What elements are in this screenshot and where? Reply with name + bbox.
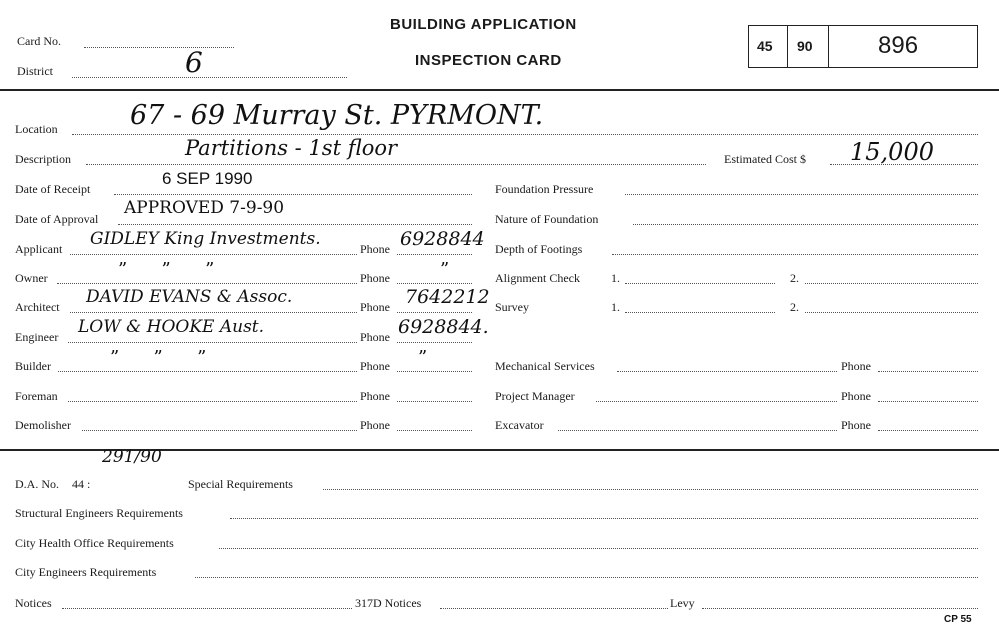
demolisher-line xyxy=(82,430,357,431)
notices-317d-label: 317D Notices xyxy=(355,596,422,610)
location-value: 67 - 69 Murray St. PYRMONT. xyxy=(130,100,544,131)
description-line xyxy=(86,164,706,165)
depth-of-footings-line xyxy=(612,254,978,255)
da-no-value: 44 : xyxy=(72,477,91,491)
estimated-cost-value: 15,000 xyxy=(850,138,934,166)
notices-label: Notices xyxy=(15,596,52,610)
architect-line xyxy=(70,312,357,313)
estimated-cost-label: Estimated Cost $ xyxy=(724,152,806,166)
notices-line xyxy=(62,608,352,609)
location-label: Location xyxy=(15,122,58,136)
structural-engineers-line xyxy=(230,518,978,519)
mechanical-services-phone-label: Phone xyxy=(841,359,871,373)
owner-value: ” ” ” xyxy=(118,259,215,280)
district-line xyxy=(72,77,347,78)
description-label: Description xyxy=(15,152,71,166)
alignment-check-2-line xyxy=(805,283,978,284)
ref-box-1 xyxy=(748,25,788,68)
alignment-check-1-line xyxy=(625,283,775,284)
alignment-check-2-label: 2. xyxy=(790,271,799,285)
owner-phone-label: Phone xyxy=(360,271,390,285)
architect-phone-value: 7642212 xyxy=(405,286,490,308)
nature-of-foundation-line xyxy=(633,224,978,225)
date-of-approval-line xyxy=(118,224,472,225)
location-line xyxy=(72,134,978,135)
engineer-line xyxy=(68,342,357,343)
project-manager-line xyxy=(596,401,837,402)
da-no-label: D.A. No. xyxy=(15,477,59,491)
description-value: Partitions - 1st floor xyxy=(185,136,398,160)
alignment-check-1-label: 1. xyxy=(611,271,620,285)
demolisher-phone-label: Phone xyxy=(360,418,390,432)
form-title: BUILDING APPLICATION xyxy=(390,16,577,33)
survey-2-label: 2. xyxy=(790,300,799,314)
alignment-check-label: Alignment Check xyxy=(495,271,580,285)
architect-phone-label: Phone xyxy=(360,300,390,314)
owner-label: Owner xyxy=(15,271,48,285)
mechanical-services-phone-line xyxy=(878,371,978,372)
excavator-line xyxy=(558,430,837,431)
mechanical-services-label: Mechanical Services xyxy=(495,359,595,373)
project-manager-phone-label: Phone xyxy=(841,389,871,403)
card-no-line xyxy=(84,47,234,48)
project-manager-phone-line xyxy=(878,401,978,402)
engineer-phone-value: 6928844. xyxy=(398,316,489,338)
date-of-approval-label: Date of Approval xyxy=(15,212,99,226)
applicant-phone-label: Phone xyxy=(360,242,390,256)
da-handwritten-value: 291/90 xyxy=(102,447,162,467)
foreman-phone-line xyxy=(397,401,472,402)
ref-box-3 xyxy=(828,25,978,68)
city-health-label: City Health Office Requirements xyxy=(15,536,174,550)
project-manager-label: Project Manager xyxy=(495,389,575,403)
builder-label: Builder xyxy=(15,359,51,373)
applicant-phone-line xyxy=(397,254,472,255)
excavator-phone-label: Phone xyxy=(841,418,871,432)
owner-phone-value: ” xyxy=(440,259,450,280)
date-of-receipt-label: Date of Receipt xyxy=(15,182,91,196)
applicant-value: GIDLEY King Investments. xyxy=(90,229,321,249)
depth-of-footings-label: Depth of Footings xyxy=(495,242,583,256)
city-engineers-label: City Engineers Requirements xyxy=(15,565,157,579)
notices-317d-line xyxy=(440,608,668,609)
foundation-pressure-label: Foundation Pressure xyxy=(495,182,594,196)
architect-value: DAVID EVANS & Assoc. xyxy=(86,287,293,307)
ref-box-2 xyxy=(787,25,829,68)
applicant-label: Applicant xyxy=(15,242,63,256)
engineer-label: Engineer xyxy=(15,330,59,344)
engineer-phone-line xyxy=(397,342,472,343)
structural-engineers-label: Structural Engineers Requirements xyxy=(15,506,183,520)
survey-1-label: 1. xyxy=(611,300,620,314)
excavator-label: Excavator xyxy=(495,418,544,432)
nature-of-foundation-label: Nature of Foundation xyxy=(495,212,599,226)
district-label: District xyxy=(17,64,53,78)
builder-phone-value: ” xyxy=(418,347,428,368)
applicant-phone-value: 6928844 xyxy=(400,228,485,250)
header-divider xyxy=(0,89,999,91)
ref-box-3-value: 896 xyxy=(878,32,919,59)
survey-2-line xyxy=(805,312,978,313)
form-code: CP 55 xyxy=(944,614,972,625)
special-requirements-line xyxy=(323,489,978,490)
owner-phone-line xyxy=(397,283,472,284)
form-subtitle: INSPECTION CARD xyxy=(415,52,562,69)
engineer-value: LOW & HOOKE Aust. xyxy=(78,317,265,337)
ref-box-1-value: 45 xyxy=(757,38,773,54)
applicant-line xyxy=(70,254,357,255)
builder-phone-line xyxy=(397,371,472,372)
owner-line xyxy=(57,283,357,284)
excavator-phone-line xyxy=(878,430,978,431)
card-no-label: Card No. xyxy=(17,34,61,48)
survey-label: Survey xyxy=(495,300,529,314)
levy-label: Levy xyxy=(670,596,695,610)
levy-line xyxy=(702,608,978,609)
special-requirements-label: Special Requirements xyxy=(188,477,293,491)
builder-value: ” ” ” xyxy=(110,347,207,368)
date-of-receipt-value: 6 SEP 1990 xyxy=(162,169,253,188)
foreman-label: Foreman xyxy=(15,389,58,403)
mechanical-services-line xyxy=(617,371,837,372)
builder-line xyxy=(58,371,357,372)
date-of-receipt-line xyxy=(114,194,472,195)
demolisher-label: Demolisher xyxy=(15,418,71,432)
foreman-phone-label: Phone xyxy=(360,389,390,403)
engineer-phone-label: Phone xyxy=(360,330,390,344)
ref-box-2-value: 90 xyxy=(797,38,813,54)
builder-phone-label: Phone xyxy=(360,359,390,373)
city-engineers-line xyxy=(195,577,978,578)
district-value: 6 xyxy=(185,46,203,79)
demolisher-phone-line xyxy=(397,430,472,431)
foundation-pressure-line xyxy=(625,194,978,195)
architect-phone-line xyxy=(397,312,472,313)
city-health-line xyxy=(219,548,978,549)
architect-label: Architect xyxy=(15,300,60,314)
survey-1-line xyxy=(625,312,775,313)
foreman-line xyxy=(68,401,357,402)
date-of-approval-value: APPROVED 7-9-90 xyxy=(124,198,285,218)
